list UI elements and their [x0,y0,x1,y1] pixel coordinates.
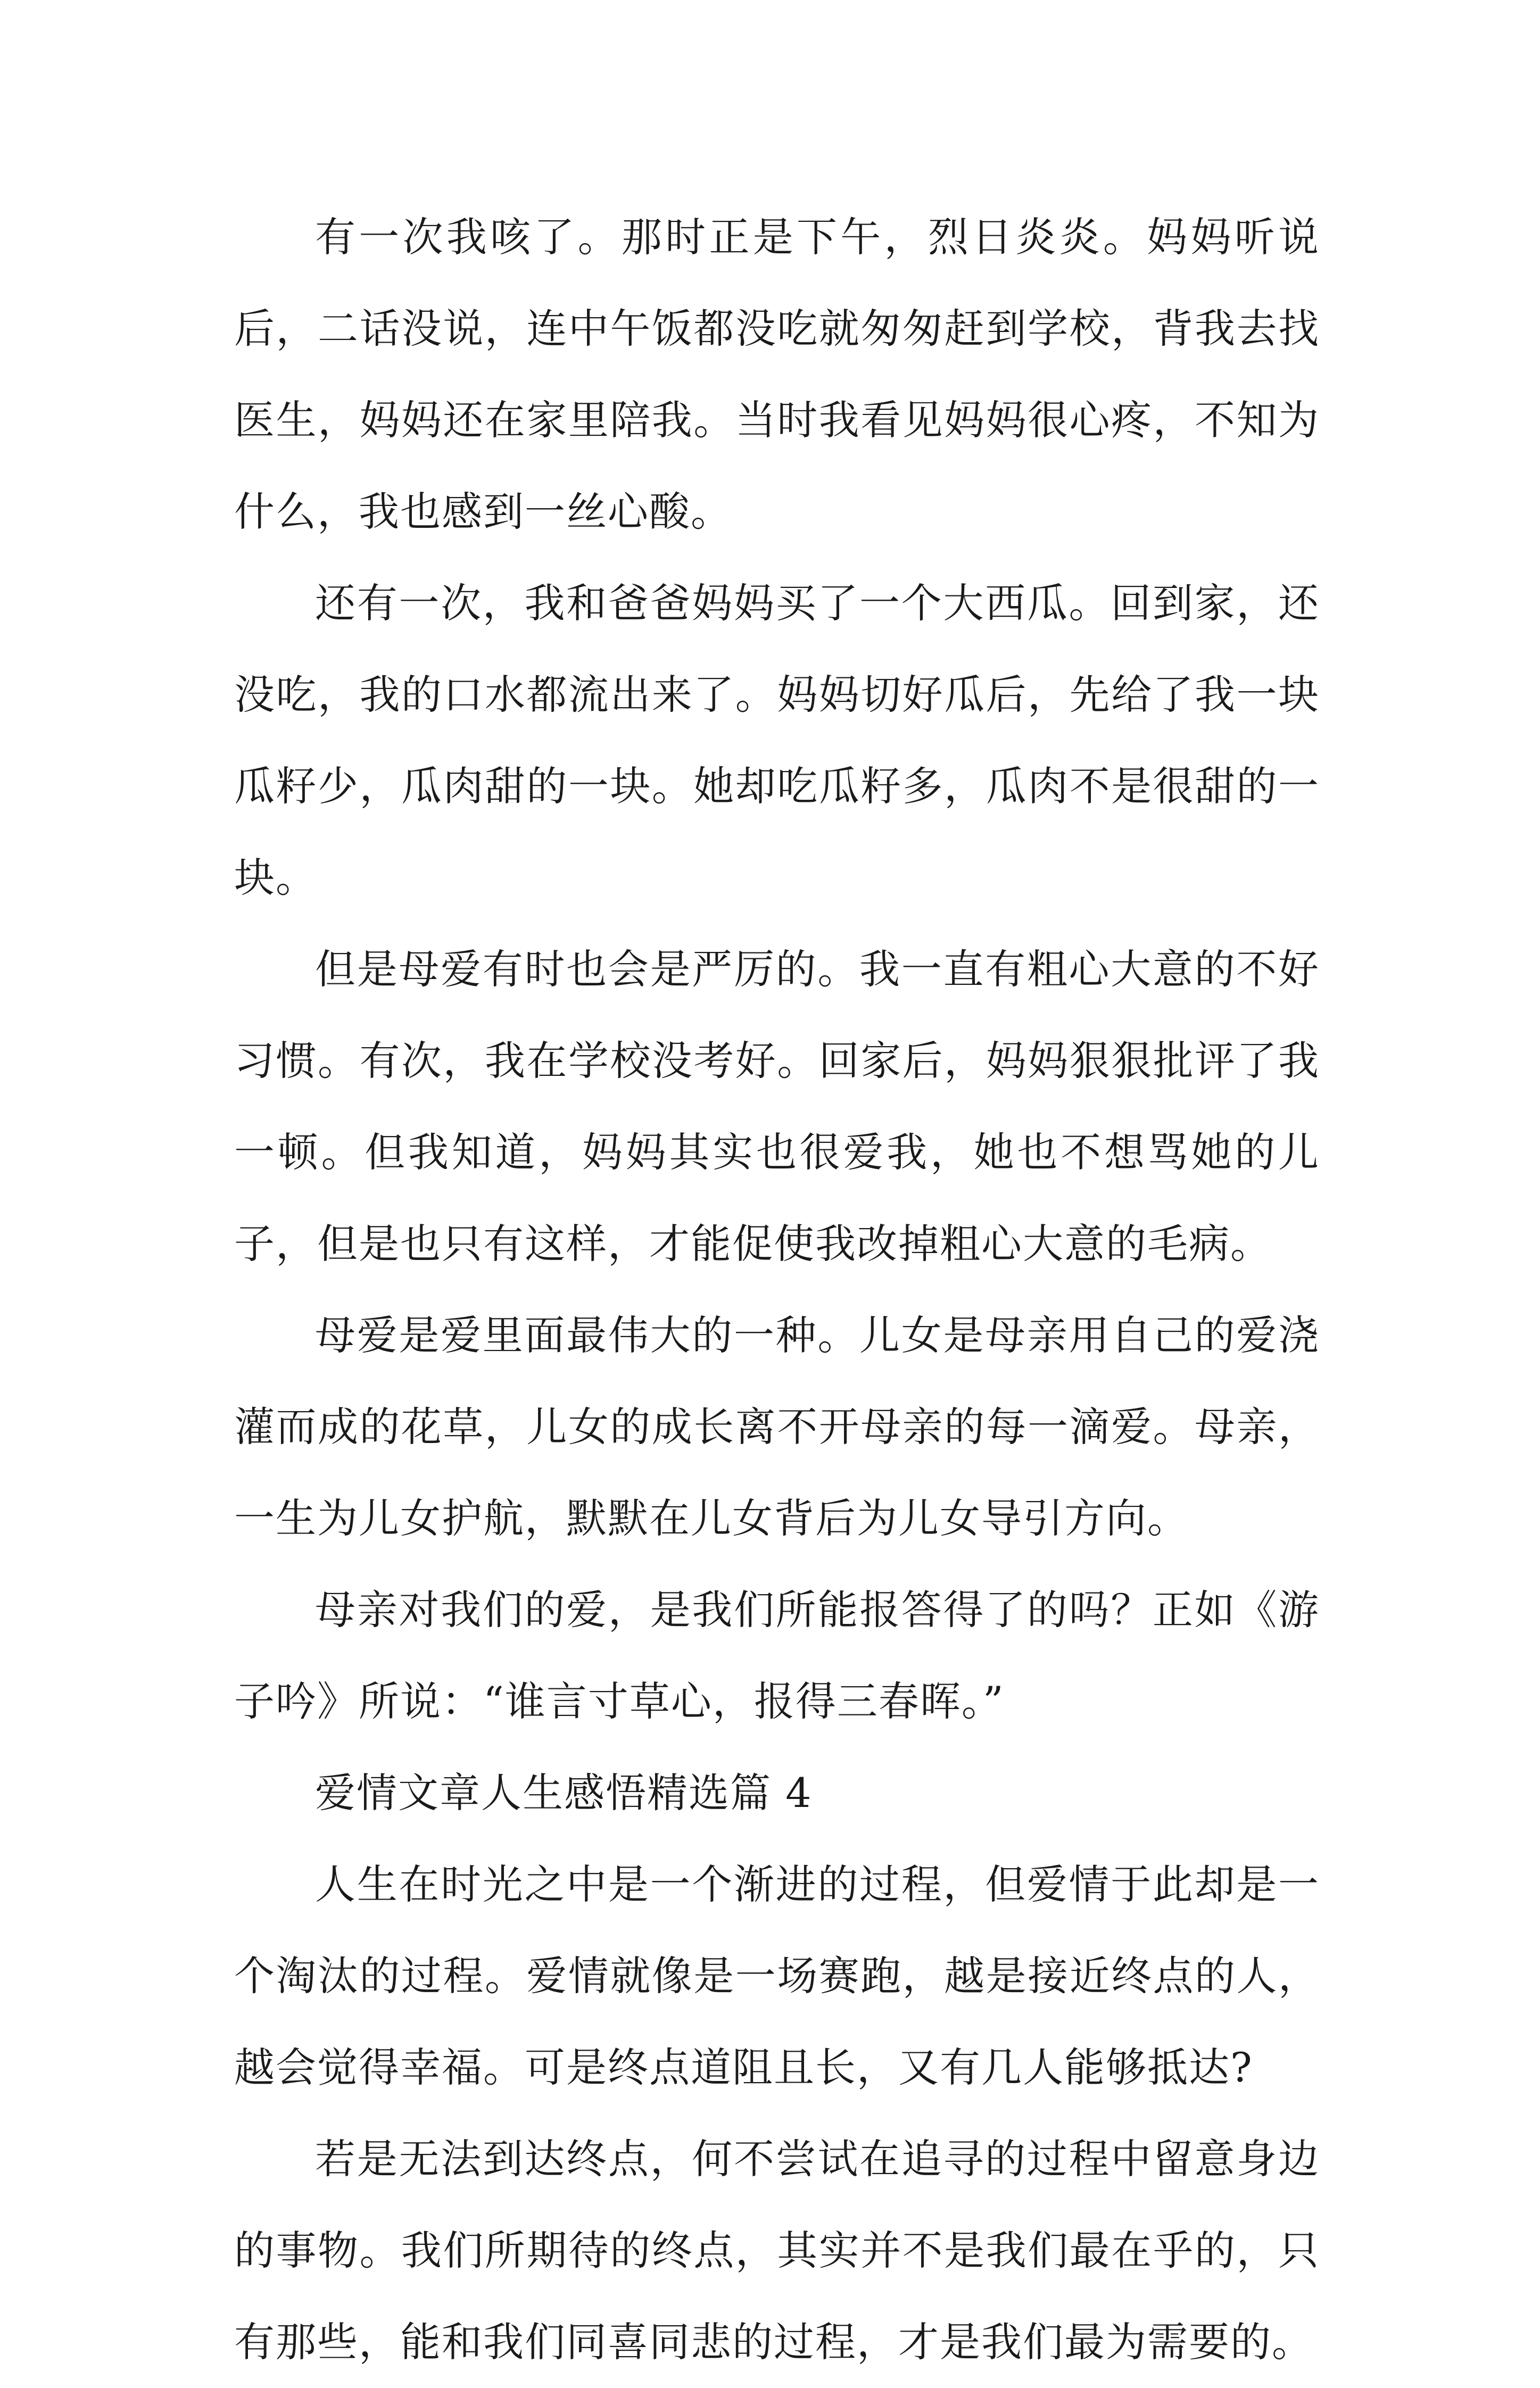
paragraph-watermelon-story: 还有一次，我和爸爸妈妈买了一个大西瓜。回到家，还没吃，我的口水都流出来了。妈妈切好瓜后，先给了我一块瓜籽少，瓜肉甜的一块。她却吃瓜籽多，瓜肉不是很甜的一块。 [234,579,1320,901]
paragraph-strict-love: 但是母爱有时也会是严厉的。我一直有粗心大意的不好习惯。有次，我在学校没考好。回家后，妈妈狠狠批评了我一顿。但我知道，妈妈其实也很爱我，她也不想骂她的儿子，但是也只有这样，才能促使我改掉粗心大意的毛病。 [234,946,1320,1267]
paragraph-love-race: 人生在时光之中是一个渐进的过程，但爱情于此却是一个淘汰的过程。爱情就像是一场赛跑，越是接近终点的人，越会觉得幸福。可是终点道阻且长，又有几人能够抵达? [234,1861,1320,2091]
paragraph-repay-love: 母亲对我们的爱，是我们所能报答得了的吗？正如《游子吟》所说：“谁言寸草心，报得三春晖。” [234,1586,1320,1725]
article-body [234,192,1320,2388]
paragraph-journey: 若是无法到达终点，何不尝试在追寻的过程中留意身边的事物。我们所期待的终点，其实并不是我们最在乎的，只有那些，能和我们同喜同悲的过程，才是我们最为需要的。 [234,2135,1320,2366]
paragraph-sick-story: 有一次我咳了。那时正是下午，烈日炎炎。妈妈听说后，二话没说，连中午饭都没吃就匆匆赶到学校，背我去找医生，妈妈还在家里陪我。当时我看见妈妈很心疼，不知为什么，我也感到一丝心酸。 [234,213,1320,535]
section-heading: 爱情文章人生感悟精选篇 4 [315,1769,813,1817]
paragraph-greatest-love: 母爱是爱里面最伟大的一种。儿女是母亲用自己的爱浇灌而成的花草，儿女的成长离不开母亲的每一滴爱。母亲，一生为儿女护航，默默在儿女背后为儿女导引方向。 [234,1312,1320,1542]
